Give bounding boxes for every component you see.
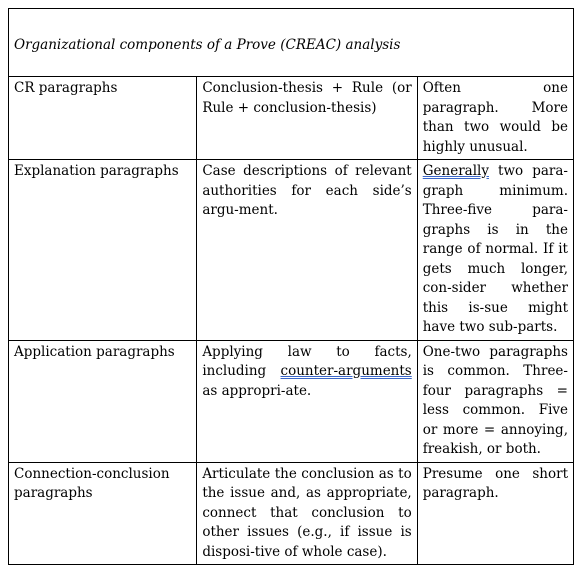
description-cell: Articulate the conclusion as to the issue and, as appropriate, connect that conclusion to other issues (e.g., if issue is disposi-tive of whole case). xyxy=(197,462,417,565)
component-cell: CR paragraphs xyxy=(9,77,197,160)
description-cell: Case descriptions of relevant authorities for each side’s argu-ment. xyxy=(197,160,417,341)
table-row xyxy=(9,77,574,160)
grammar-marked-word[interactable]: Generally xyxy=(422,163,489,179)
grammar-marked-word[interactable]: counter-arguments xyxy=(280,363,412,379)
component-cell: Application paragraphs xyxy=(9,340,197,462)
length-cell xyxy=(417,160,573,341)
length-cell: Presume one short paragraph. xyxy=(417,462,573,565)
table-caption: Organizational components of a Prove (CREAC) analysis xyxy=(9,9,574,77)
component-cell: Connection-conclusion paragraphs xyxy=(9,462,197,565)
description-cell xyxy=(197,340,417,462)
table-row xyxy=(9,462,574,565)
description-cell: Conclusion-thesis + Rule (or Rule + conclusion-thesis) xyxy=(197,77,417,160)
creac-components-table xyxy=(8,8,574,565)
table-caption-row xyxy=(9,9,574,77)
length-cell: One-two paragraphs is common. Three-four paragraphs = less common. Five or more = annoying, freakish, or both. xyxy=(417,340,573,462)
length-cell: Often one paragraph. More than two would be highly unusual. xyxy=(417,77,573,160)
description-text: Applying law to facts, including xyxy=(202,343,412,379)
component-cell: Explanation paragraphs xyxy=(9,160,197,341)
description-text: as appropri-ate. xyxy=(202,382,312,399)
length-cell-text: two para-graph minimum. Three-five para-graphs is in the range of normal. If it gets much longer, con-sider whether this is-sue might have two sub-parts. xyxy=(422,163,568,335)
table-row xyxy=(9,340,574,462)
table-row xyxy=(9,160,574,341)
